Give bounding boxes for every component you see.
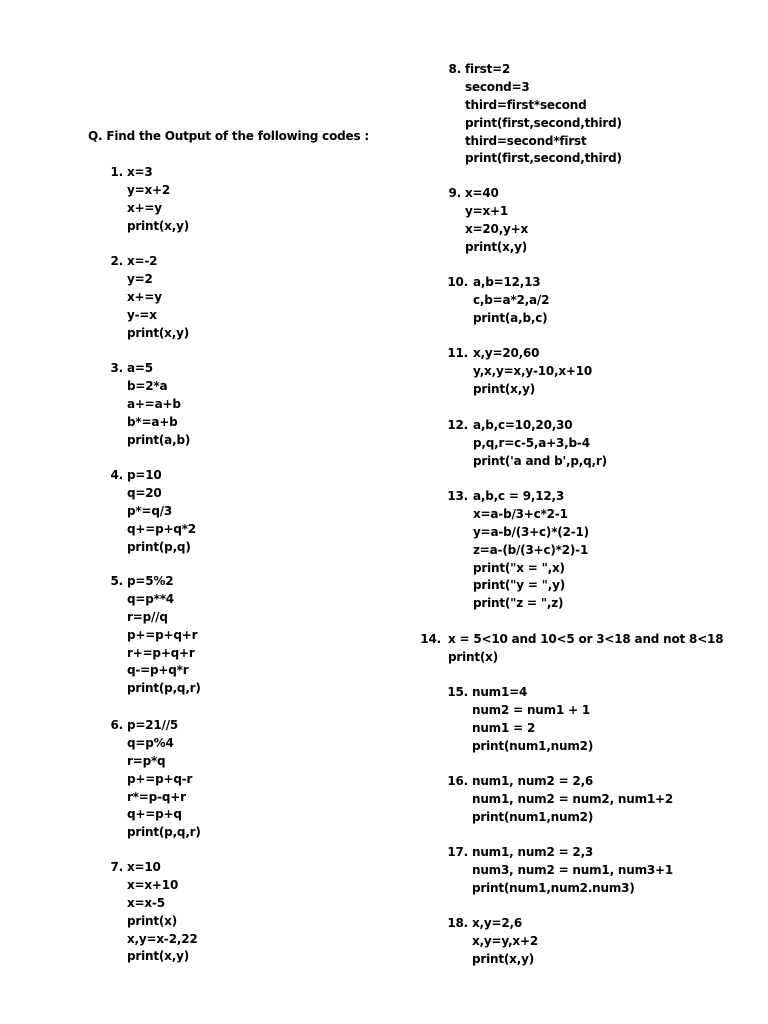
code-line: x = 5<10 and 10<5 or 3<18 and not 8<18 [448, 632, 724, 646]
code-line: q=p%4 [127, 735, 174, 750]
code-line: x=3 [127, 165, 153, 179]
code-line: a+=a+b [127, 396, 181, 411]
code-block [472, 915, 538, 969]
code-line: q+=p+q [127, 807, 182, 822]
code-line: print(x,y) [465, 239, 527, 254]
code-line: b=2*a [127, 378, 168, 393]
code-line: x=-2 [127, 254, 158, 268]
question-number: 5. [110, 574, 123, 588]
question-number: 3. [110, 361, 123, 375]
code-line: x=x-5 [127, 895, 165, 910]
code-block [472, 844, 673, 898]
code-line: q=p**4 [127, 591, 174, 606]
code-line: x+=y [127, 289, 162, 304]
code-line: num1 = 2 [472, 720, 536, 735]
code-line: third=first*second [465, 97, 587, 112]
code-line: c,b=a*2,a/2 [473, 292, 550, 307]
code-line: print(first,second,third) [465, 115, 622, 130]
question-number: 16. [447, 774, 468, 788]
code-line: x,y=y,x+2 [472, 933, 538, 948]
question-number: 18. [447, 916, 468, 930]
code-line: p+=p+q-r [127, 771, 193, 786]
code-line: print(x,y) [127, 218, 189, 233]
code-line: r=p*q [127, 753, 166, 768]
question-number: 17. [447, 845, 468, 859]
question-number: 8. [448, 62, 461, 76]
code-line: print(a,b,c) [473, 310, 548, 325]
question-number: 14. [420, 632, 441, 646]
code-line: a,b=12,13 [473, 275, 541, 289]
question-number: 12. [447, 418, 468, 432]
code-line: print(num1,num2.num3) [472, 880, 635, 895]
code-line: x=x+10 [127, 877, 179, 892]
code-line: y=2 [127, 271, 153, 286]
code-line: x=40 [465, 186, 499, 200]
code-block [473, 274, 549, 328]
code-line: p+=p+q+r [127, 627, 198, 642]
code-line: print(p,q) [127, 539, 191, 554]
code-line: print("y = ",y) [473, 578, 565, 593]
code-line: y,x,y=x,y-10,x+10 [473, 363, 593, 378]
code-line: a,b,c=10,20,30 [473, 418, 573, 432]
question-number: 2. [110, 254, 123, 268]
code-line: print(x,y) [472, 951, 534, 966]
code-block [472, 773, 673, 827]
code-line: y-=x [127, 307, 157, 322]
code-block [127, 253, 189, 342]
code-line: print(p,q,r) [127, 825, 201, 840]
question-number: 1. [110, 165, 123, 179]
code-line: print(x) [127, 913, 178, 928]
code-block [127, 573, 201, 698]
code-block [127, 859, 198, 966]
code-line: num1, num2 = 2,3 [472, 845, 594, 859]
code-line: print('a and b',p,q,r) [473, 453, 607, 468]
code-line: num1, num2 = 2,6 [472, 774, 594, 788]
question-number: 7. [110, 860, 123, 874]
code-line: p=5%2 [127, 574, 174, 588]
code-line: x,y=2,6 [472, 916, 523, 930]
code-line: q=20 [127, 485, 162, 500]
question-number: 15. [447, 685, 468, 699]
code-line: num1, num2 = num2, num1+2 [472, 791, 674, 806]
code-line: p*=q/3 [127, 503, 173, 518]
code-line: x=10 [127, 860, 161, 874]
code-block [472, 684, 593, 756]
code-block [473, 417, 607, 471]
code-line: r=p//q [127, 609, 168, 624]
code-line: y=a-b/(3+c)*(2-1) [473, 524, 589, 539]
code-line: print(a,b) [127, 432, 191, 447]
code-line: print("z = ",z) [473, 596, 564, 611]
worksheet-title: Q. Find the Output of the following codes : [88, 129, 369, 143]
question-number: 10. [447, 275, 468, 289]
code-block [127, 467, 196, 556]
code-line: x+=y [127, 200, 162, 215]
code-line: print(x,y) [127, 325, 189, 340]
code-line: b*=a+b [127, 414, 178, 429]
code-line: x,y=20,60 [473, 346, 540, 360]
code-line: x,y=x-2,22 [127, 931, 198, 946]
code-line: print(x) [448, 649, 499, 664]
code-line: a=5 [127, 361, 153, 375]
code-line: third=second*first [465, 133, 587, 148]
code-line: a,b,c = 9,12,3 [473, 489, 565, 503]
question-number: 13. [447, 489, 468, 503]
code-line: print("x = ",x) [473, 560, 565, 575]
code-line: second=3 [465, 79, 530, 94]
code-line: r+=p+q+r [127, 645, 195, 660]
code-line: q+=p+q*2 [127, 521, 196, 536]
code-block [473, 488, 589, 613]
code-line: num3, num2 = num1, num3+1 [472, 862, 674, 877]
code-block [465, 185, 528, 257]
code-line: y=x+1 [465, 203, 509, 218]
code-line: p=21//5 [127, 718, 179, 732]
code-line: r*=p-q+r [127, 789, 186, 804]
code-line: y=x+2 [127, 182, 171, 197]
code-line: p,q,r=c-5,a+3,b-4 [473, 435, 590, 450]
question-number: 11. [447, 346, 468, 360]
code-line: print(p,q,r) [127, 681, 201, 696]
code-block [465, 61, 622, 168]
code-line: first=2 [465, 62, 511, 76]
code-block [127, 360, 190, 449]
code-line: p=10 [127, 468, 162, 482]
code-line: x=a-b/3+c*2-1 [473, 506, 568, 521]
code-line: print(x,y) [127, 949, 189, 964]
code-line: print(x,y) [473, 381, 535, 396]
question-number: 6. [110, 718, 123, 732]
code-line: num1=4 [472, 685, 528, 699]
code-line: print(first,second,third) [465, 151, 622, 166]
code-block [127, 717, 201, 842]
code-block [448, 631, 723, 667]
code-line: print(num1,num2) [472, 738, 594, 753]
question-number: 4. [110, 468, 123, 482]
question-number: 9. [448, 186, 461, 200]
code-line: print(num1,num2) [472, 809, 594, 824]
code-line: q-=p+q*r [127, 663, 189, 678]
code-line: z=a-(b/(3+c)*2)-1 [473, 542, 589, 557]
code-line: x=20,y+x [465, 221, 529, 236]
code-line: num2 = num1 + 1 [472, 702, 591, 717]
code-block [127, 164, 189, 236]
code-block [473, 345, 592, 399]
